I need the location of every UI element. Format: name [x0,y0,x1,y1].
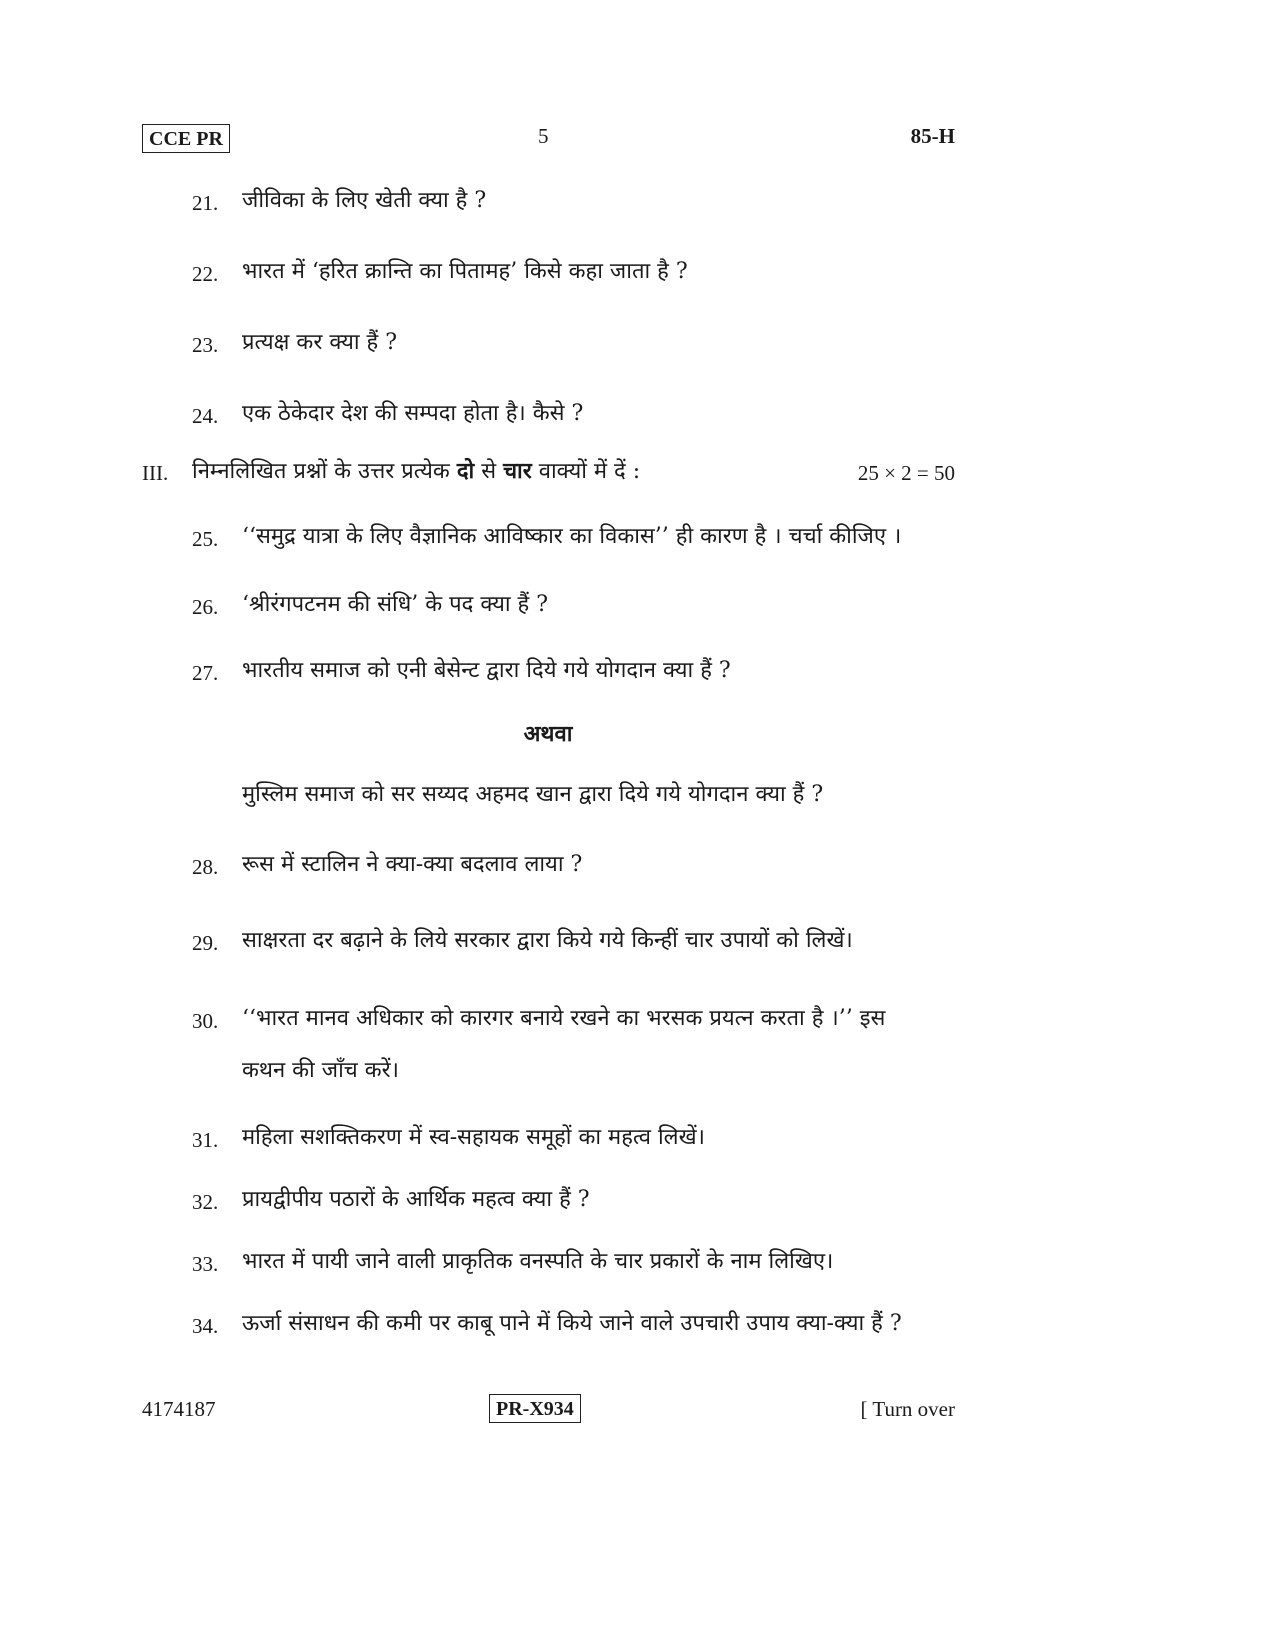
section-marks: 25 × 2 = 50 [857,461,955,485]
question-number: 27. [192,661,219,685]
question-number: 32. [192,1190,219,1214]
question-number: 30. [192,1009,219,1033]
header-right-code: 85-H [910,124,955,148]
question-number: 34. [192,1314,219,1338]
instruction-text: से [474,459,504,484]
footer-center-code: PR-X934 [496,1398,574,1420]
question-number: 22. [192,262,219,286]
question-number: 21. [192,191,219,215]
question-text: साक्षरता दर बढ़ाने के लिये सरकार द्वारा किये गये किन्हीं चार उपायों को लिखें। [242,928,853,953]
question-number: 33. [192,1252,219,1276]
question-text: महिला सशक्तिकरण में स्व-सहायक समूहों का महत्व लिखें। [242,1125,705,1150]
header-left-code: CCE PR [149,128,223,150]
or-label: अथवा [523,721,573,747]
question-text: ‘‘समुद्र यात्रा के लिए वैज्ञानिक आविष्कार का विकास’’ ही कारण है । चर्चा कीजिए । [242,524,902,549]
footer-code-box [489,1394,581,1423]
question-text-line2: कथन की जाँच करें। [242,1058,399,1083]
question-text: ‘श्रीरंगपटनम की संधि’ के पद क्या हैं ? [242,592,549,617]
instruction-text: वाक्यों में दें : [531,459,641,484]
section-instruction [192,456,640,487]
page-number: 5 [538,124,549,148]
question-number: 26. [192,595,219,619]
question-text: भारतीय समाज को एनी बेसेन्ट द्वारा दिये गये योगदान क्या हैं ? [242,658,731,683]
question-text: भारत में पायी जाने वाली प्राकृतिक वनस्पति के चार प्रकारों के नाम लिखिए। [242,1249,834,1274]
question-text: प्रायद्वीपीय पठारों के आर्थिक महत्व क्या हैं ? [242,1187,590,1212]
question-number: 29. [192,931,219,955]
question-text: एक ठेकेदार देश की सम्पदा होता है। कैसे ? [242,401,584,426]
question-text: भारत में ‘हरित क्रान्ति का पितामह’ किसे कहा जाता है ? [242,259,688,284]
question-number: 25. [192,527,219,551]
question-text: प्रत्यक्ष कर क्या हैं ? [242,330,398,355]
instruction-text: निम्नलिखित प्रश्नों के उत्तर प्रत्येक [192,459,457,484]
instruction-bold: दो [456,458,475,484]
question-number: 31. [192,1128,219,1152]
header-code-box [142,124,230,153]
question-text: जीविका के लिए खेती क्या है ? [242,188,487,213]
section-roman-numeral: III. [142,461,169,485]
question-text: ऊर्जा संसाधन की कमी पर काबू पाने में किये जाने वाले उपचारी उपाय क्या-क्या हैं ? [242,1311,902,1336]
alternate-question-text: मुस्लिम समाज को सर सय्यद अहमद खान द्वारा दिये गये योगदान क्या हैं ? [242,782,824,807]
question-number: 23. [192,333,219,357]
question-text: रूस में स्टालिन ने क्या-क्या बदलाव लाया ? [242,852,583,877]
turn-over-label: [ Turn over [860,1397,955,1421]
instruction-bold: चार [503,458,532,484]
question-text-line1: ‘‘भारत मानव अधिकार को कारगर बनाये रखने का भरसक प्रयत्न करता है ।’’ इस [242,1006,886,1031]
question-number: 28. [192,855,219,879]
footer-left-code: 4174187 [142,1397,216,1421]
question-number: 24. [192,404,219,428]
